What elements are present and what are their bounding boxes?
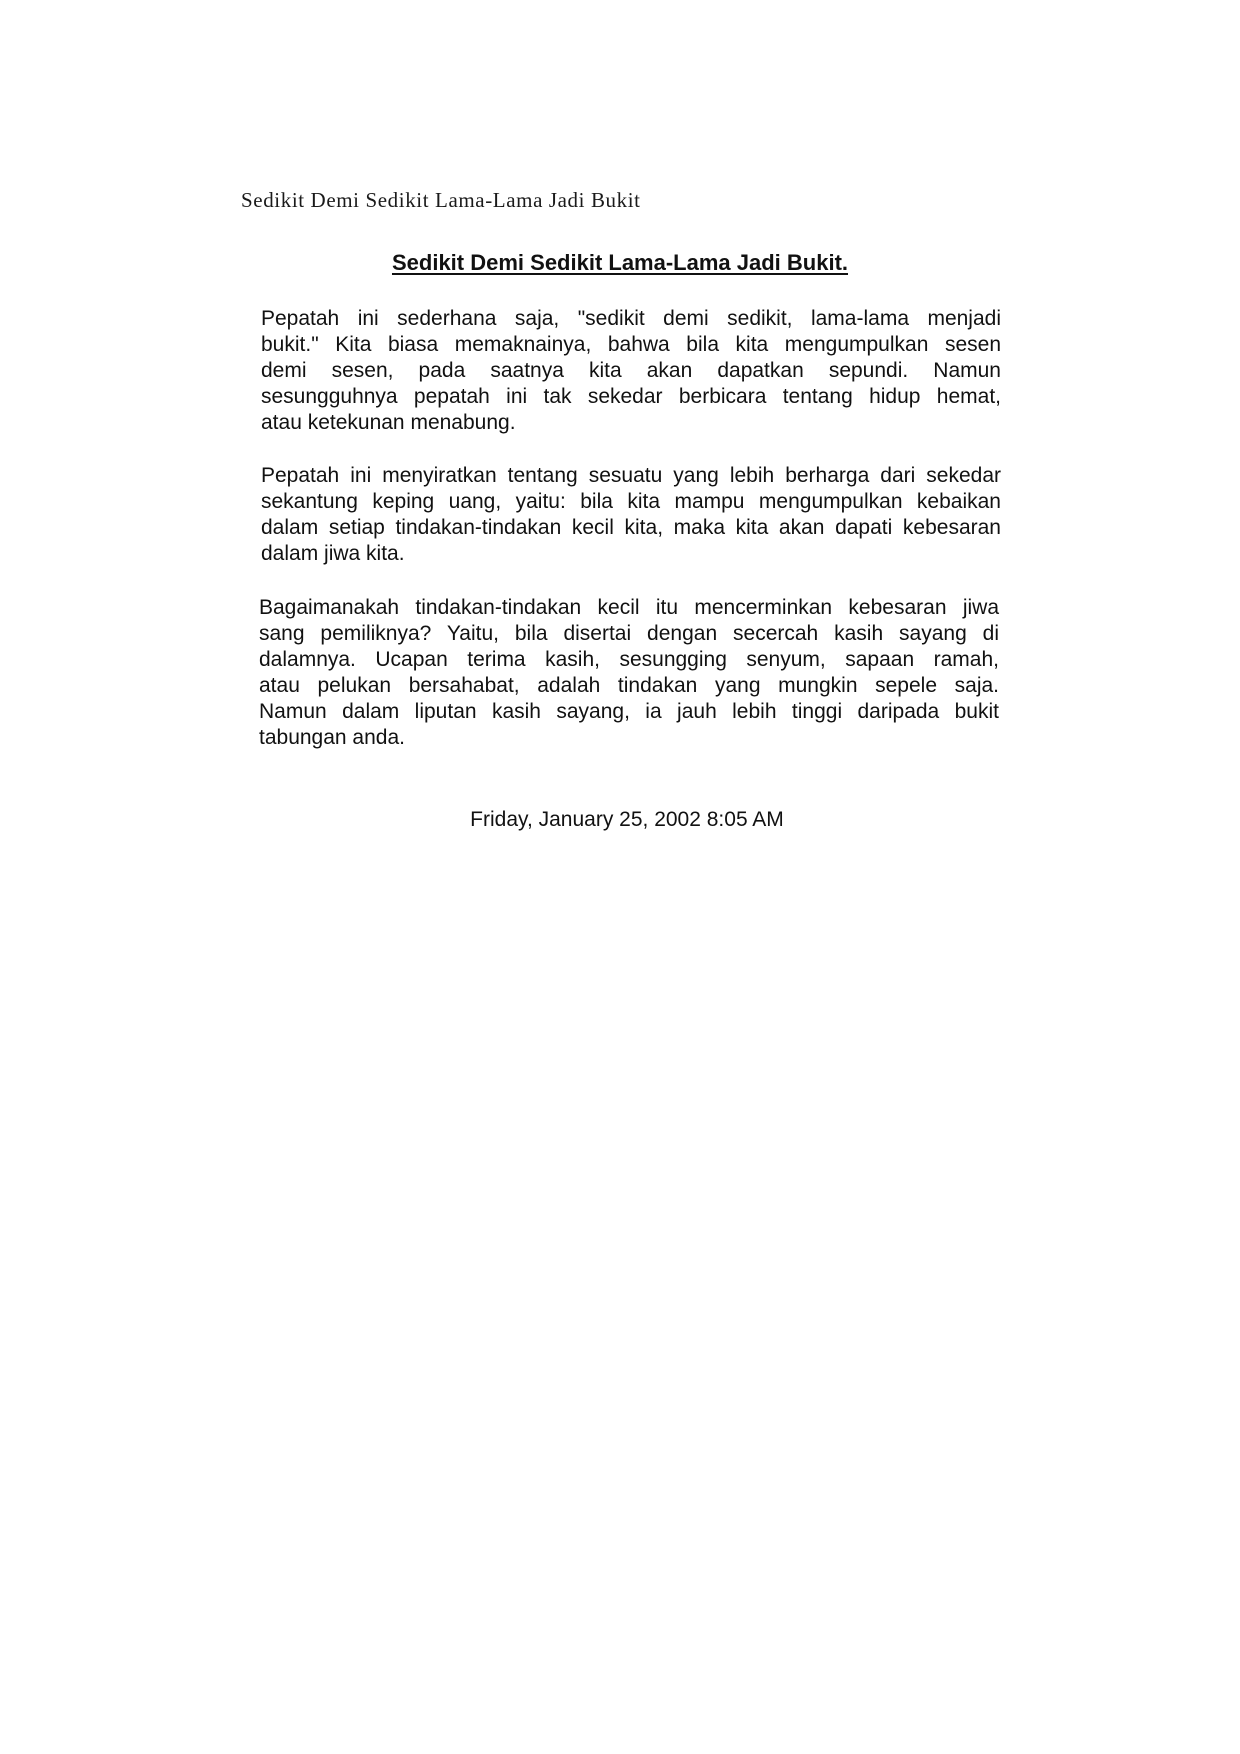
running-header: Sedikit Demi Sedikit Lama-Lama Jadi Bukit bbox=[241, 188, 641, 212]
paragraph-line: atau ketekunan menabung. bbox=[261, 411, 516, 434]
paragraph-2 bbox=[261, 463, 1001, 567]
paragraph-line: tabungan anda. bbox=[259, 726, 405, 749]
paragraph-line: sekantung keping uang, yaitu: bila kita mampu mengumpulkan kebaikan bbox=[261, 490, 1001, 513]
paragraph-line: dalam setiap tindakan-tindakan kecil kita, maka kita akan dapati kebesaran bbox=[261, 516, 1001, 539]
paragraph-line: dalamnya. Ucapan terima kasih, sesungging senyum, sapaan ramah, bbox=[259, 648, 999, 671]
document-timestamp: Friday, January 25, 2002 8:05 AM bbox=[470, 808, 784, 831]
paragraph-line: bukit." Kita biasa memaknainya, bahwa bila kita mengumpulkan sesen bbox=[261, 333, 1001, 356]
paragraph-line: Pepatah ini menyiratkan tentang sesuatu yang lebih berharga dari sekedar bbox=[261, 464, 1001, 487]
paragraph-3 bbox=[259, 595, 999, 751]
paragraph-line: Pepatah ini sederhana saja, "sedikit demi sedikit, lama-lama menjadi bbox=[261, 307, 1001, 330]
paragraph-line: Namun dalam liputan kasih sayang, ia jauh lebih tinggi daripada bukit bbox=[259, 700, 999, 723]
paragraph-line: Bagaimanakah tindakan-tindakan kecil itu mencerminkan kebesaran jiwa bbox=[259, 596, 999, 619]
document-title: Sedikit Demi Sedikit Lama-Lama Jadi Bukit. bbox=[391, 250, 849, 275]
paragraph-line: sang pemiliknya? Yaitu, bila disertai dengan secercah kasih sayang di bbox=[259, 622, 999, 645]
paragraph-1 bbox=[261, 306, 1001, 436]
paragraph-line: atau pelukan bersahabat, adalah tindakan yang mungkin sepele saja. bbox=[259, 674, 999, 697]
paragraph-line: dalam jiwa kita. bbox=[261, 542, 405, 565]
paragraph-line: sesungguhnya pepatah ini tak sekedar berbicara tentang hidup hemat, bbox=[261, 385, 1001, 408]
paragraph-line: demi sesen, pada saatnya kita akan dapatkan sepundi. Namun bbox=[261, 359, 1001, 382]
